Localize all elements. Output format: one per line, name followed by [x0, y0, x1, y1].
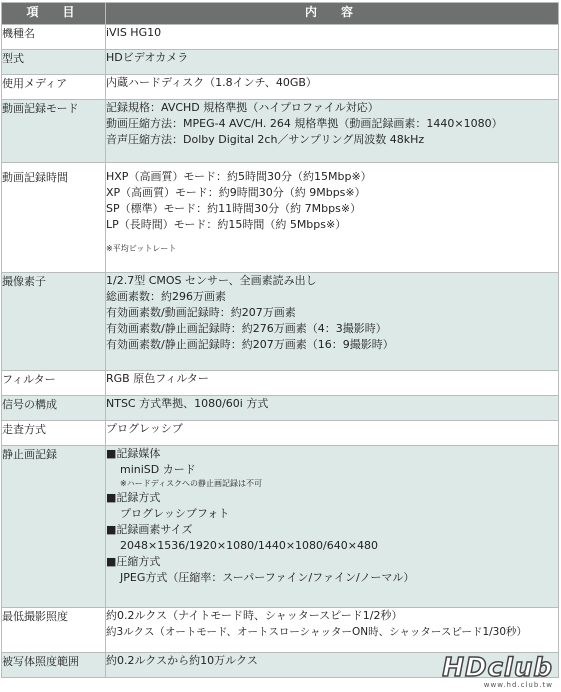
row-sensor — [2, 273, 559, 371]
row-model — [2, 25, 559, 50]
row-value: 約0.2ルクスから約10万ルクス — [106, 654, 258, 667]
row-key: フィルター — [2, 371, 106, 396]
row-still — [2, 446, 559, 608]
row-value-line: XP（高画質）モード：約9時間30分（約 9Mbps※） — [106, 186, 366, 199]
section-heading: ■記録媒体 — [106, 447, 161, 460]
row-video-mode — [2, 100, 559, 163]
watermark-url: www.hd.club.tw — [483, 681, 553, 689]
row-value: iVIS HG10 — [106, 26, 162, 39]
row-value-line: 1/2.7型 CMOS センサー、全画素読み出し — [106, 274, 317, 287]
row-value-line: 約0.2ルクス（ナイトモード時、シャッタースピード1/2秒） — [106, 609, 403, 622]
row-value-line: 音声圧縮方法：Dolby Digital 2ch／サンプリング周波数 48kHz — [106, 133, 425, 146]
row-min-lux — [2, 608, 559, 653]
row-value: 内蔵ハードディスク（1.8インチ、40GB） — [106, 76, 317, 89]
row-value-line: 約3ルクス（オートモード、オートスローシャッターON時、シャッタースピード1/30秒） — [106, 626, 528, 638]
row-value: プログレッシブ — [106, 422, 183, 435]
section-item: プログレッシブフォト — [120, 507, 230, 520]
row-filter — [2, 371, 559, 396]
row-key: 撮像素子 — [2, 273, 106, 371]
row-key: 使用メディア — [2, 75, 106, 100]
row-scan — [2, 421, 559, 446]
row-key: 信号の構成 — [2, 396, 106, 421]
row-record-time — [2, 163, 559, 273]
row-value: HDビデオカメラ — [106, 51, 189, 64]
row-value-line: 有効画素数/静止画記録時：約207万画素（16：9撮影時） — [106, 338, 394, 351]
row-key: 被写体照度範囲 — [2, 653, 106, 678]
row-value-line: 動画圧縮方法：MPEG-4 AVC/H. 264 規格準拠（動画記録画素：1440×1080） — [106, 117, 503, 130]
row-key: 動画記録時間 — [2, 163, 106, 273]
section-item: miniSD カード — [120, 463, 196, 476]
section-item: JPEG方式（圧縮率：スーパーファイン/ファイン/ノーマル） — [120, 571, 415, 584]
row-type — [2, 50, 559, 75]
row-value-line: 有効画素数/動画記録時：約207万画素 — [106, 306, 296, 319]
row-key: 走査方式 — [2, 421, 106, 446]
footnote: ※平均ビットレート — [106, 244, 177, 253]
header-content: 内 容 — [106, 3, 559, 25]
row-media — [2, 75, 559, 100]
row-key: 最低撮影照度 — [2, 608, 106, 653]
row-key: 動画記録モード — [2, 100, 106, 163]
header-row — [2, 3, 559, 25]
row-key: 型式 — [2, 50, 106, 75]
section-heading: ■圧縮方式 — [106, 555, 161, 568]
row-value: RGB 原色フィルター — [106, 372, 209, 385]
watermark-logo: HDclub — [442, 653, 553, 683]
row-signal — [2, 396, 559, 421]
row-value: NTSC 方式準拠、1080/60i 方式 — [106, 397, 269, 410]
header-item: 項 目 — [2, 3, 106, 25]
row-value-line: SP（標準）モード：約11時間30分（約 7Mbps※） — [106, 202, 362, 215]
spec-table — [1, 2, 559, 678]
row-value-line: LP（長時間）モード：約15時間（約 5Mbps※） — [106, 218, 347, 231]
row-value-line: 有効画素数/静止画記録時：約276万画素（4：3撮影時） — [106, 322, 387, 335]
row-key: 機種名 — [2, 25, 106, 50]
section-heading: ■記録画素サイズ — [106, 523, 193, 536]
watermark — [442, 655, 553, 689]
section-item: 2048×1536/1920×1080/1440×1080/640×480 — [120, 539, 378, 552]
row-value-line: HXP（高画質）モード：約5時間30分（約15Mbp※） — [106, 170, 372, 183]
row-value-line: 記録規格：AVCHD 規格準拠（ハイプロファイル対応） — [106, 101, 379, 114]
row-key: 静止画記録 — [2, 446, 106, 608]
section-heading: ■記録方式 — [106, 491, 161, 504]
section-note: ※ハードディスクへの静止画記録は不可 — [120, 479, 263, 488]
row-value-line: 総画素数：約296万画素 — [106, 290, 226, 303]
